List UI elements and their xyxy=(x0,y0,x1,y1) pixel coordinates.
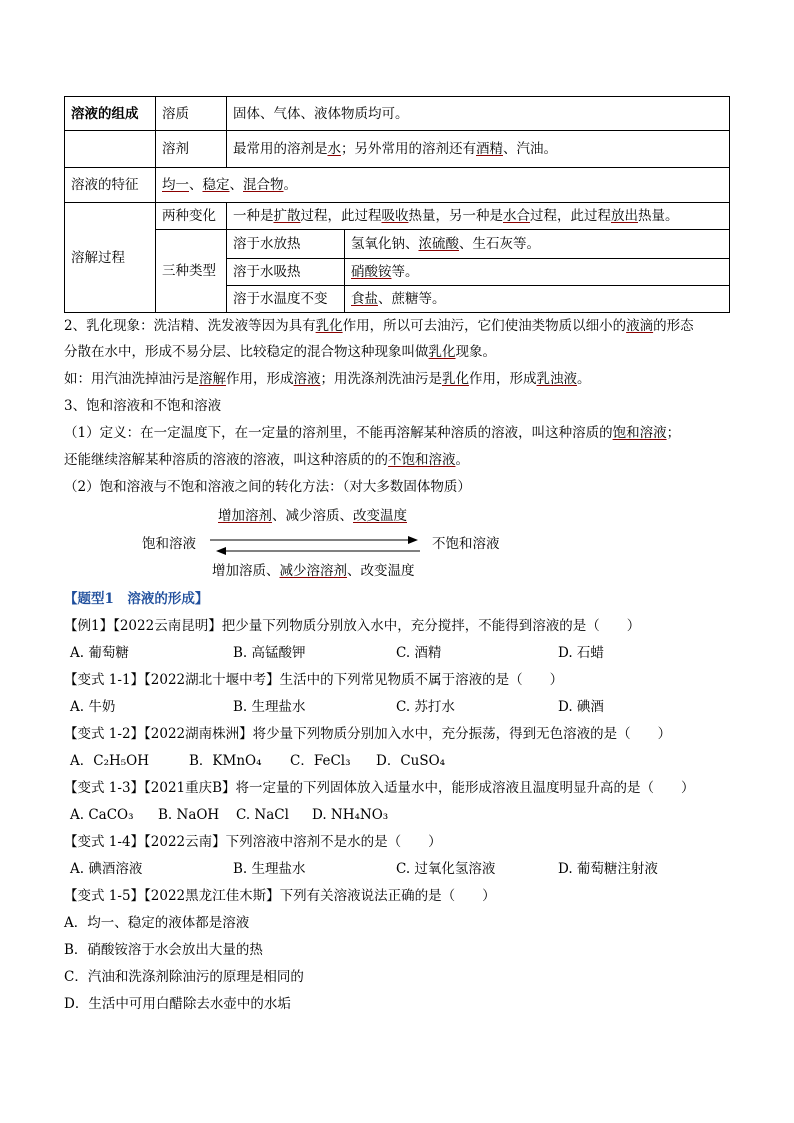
emulsion-line-1: 2、乳化现象：洗洁精、洗发液等因为具有乳化作用，所以可去油污，它们使油类物质以细小的液滴的形态 xyxy=(64,318,694,334)
cell-two-changes: 两种变化 xyxy=(156,203,227,230)
v12-option-b: B．KMnO₄ xyxy=(189,753,262,769)
variant-1-5: 【变式 1-5】【2022黑龙江佳木斯】下列有关溶液说法正确的是（ ） xyxy=(64,888,496,904)
cell-exo: 溶于水放热 xyxy=(227,230,345,259)
variant-1-1: 【变式 1-1】【2022湖北十堰中考】生活中的下列常见物质不属于溶液的是（ ） xyxy=(64,672,564,688)
ex1-option-c: C. 酒精 xyxy=(396,645,442,661)
conversion-intro: （2）饱和溶液与不饱和溶液之间的转化方法：（对大多数固体物质） xyxy=(64,479,471,495)
cell-features: 溶液的特征 xyxy=(65,168,156,203)
cell-features-desc: 均一、稳定、混合物。 xyxy=(156,168,730,203)
saturated-heading: 3、饱和溶液和不饱和溶液 xyxy=(64,398,222,414)
variant-1-2: 【变式 1-2】【2022湖南株洲】将少量下列物质分别加入水中，充分振荡，得到无色溶液的是（ ） xyxy=(64,726,672,742)
definition-line-1: （1）定义：在一定温度下，在一定量的溶剂里，不能再溶解某种溶质的溶液，叫这种溶质的饱和溶液； xyxy=(64,425,681,441)
cell-solute-desc: 固体、气体、液体物质均可。 xyxy=(227,97,730,131)
v11-option-c: C. 苏打水 xyxy=(396,699,455,715)
v15-option-a: A．均一、稳定的液体都是溶液 xyxy=(64,915,250,931)
v15-option-b: B．硝酸铵溶于水会放出大量的热 xyxy=(64,942,263,958)
emulsion-example: 如：用汽油洗掉油污是溶解作用，形成溶液；用洗涤剂洗油污是乳化作用，形成乳浊液。 xyxy=(64,371,591,387)
v13-option-d: D. NH₄NO₃ xyxy=(312,807,389,823)
v15-option-d: D．生活中可用白醋除去水壶中的水垢 xyxy=(64,996,291,1012)
question-type-heading: 【题型1 溶液的形成】 xyxy=(64,591,209,607)
cell-solute: 溶质 xyxy=(156,97,227,131)
cell-neutral-desc: 食盐、蔗糖等。 xyxy=(345,286,730,313)
example-1: 【例1】【2022云南昆明】把少量下列物质分别放入水中，充分搅拌，不能得到溶液的是（ ） xyxy=(64,618,641,634)
v12-option-c: C．FeCl₃ xyxy=(290,753,351,769)
arrow-right-head xyxy=(408,536,418,544)
cell-endo: 溶于水吸热 xyxy=(227,259,345,286)
cell-exo-desc: 氢氧化钠、浓硫酸、生石灰等。 xyxy=(345,230,730,259)
cell-dissolution: 溶解过程 xyxy=(65,203,156,313)
variant-1-3: 【变式 1-3】【2021重庆B】将一定量的下列固体放入适量水中，能形成溶液且温度明显升高的是（ ） xyxy=(64,780,695,796)
v12-option-a: A．C₂H₅OH xyxy=(70,753,150,769)
arrow-left-head xyxy=(216,547,226,555)
emulsion-line-2: 分散在水中，形成不易分层、比较稳定的混合物这种现象叫做乳化现象。 xyxy=(64,344,496,360)
v11-option-b: B. 生理盐水 xyxy=(233,699,306,715)
v11-option-d: D. 碘酒 xyxy=(558,699,604,715)
cell-neutral: 溶于水温度不变 xyxy=(227,286,345,313)
v13-option-c: C. NaCl xyxy=(236,807,289,823)
saturated-label: 饱和溶液 xyxy=(142,536,196,552)
cell-solvent: 溶剂 xyxy=(156,131,227,168)
v13-option-b: B. NaOH xyxy=(158,807,220,823)
conversion-bottom-label: 增加溶质、减少溶溶剂、改变温度 xyxy=(212,563,415,579)
v12-option-d: D．CuSO₄ xyxy=(376,753,446,769)
variant-1-4: 【变式 1-4】【2022云南】下列溶液中溶剂不是水的是（ ） xyxy=(64,834,442,850)
conversion-top-label: 增加溶剂、减少溶质、改变温度 xyxy=(218,508,407,524)
v14-option-c: C. 过氧化氢溶液 xyxy=(396,861,496,877)
ex1-option-a: A. 葡萄糖 xyxy=(70,645,129,661)
ex1-option-b: B. 高锰酸钾 xyxy=(233,645,306,661)
v11-option-a: A. 牛奶 xyxy=(70,699,116,715)
cell-two-changes-desc: 一种是扩散过程，此过程吸收热量，另一种是水合过程，此过程放出热量。 xyxy=(227,203,730,230)
ex1-option-d: D. 石蜡 xyxy=(558,645,604,661)
v13-option-a: A. CaCO₃ xyxy=(70,807,134,823)
definition-line-2: 还能继续溶解某种溶质的溶液的溶液，叫这种溶质的的不饱和溶液。 xyxy=(64,452,469,468)
v14-option-a: A. 碘酒溶液 xyxy=(70,861,143,877)
v14-option-b: B. 生理盐水 xyxy=(233,861,306,877)
cell-three-types: 三种类型 xyxy=(156,230,227,313)
v15-option-c: C．汽油和洗涤剂除油污的原理是相同的 xyxy=(64,969,304,985)
cell-solvent-desc: 最常用的溶剂是水；另外常用的溶剂还有酒精、汽油。 xyxy=(227,131,730,168)
cell-endo-desc: 硝酸铵等。 xyxy=(345,259,730,286)
unsaturated-label: 不饱和溶液 xyxy=(432,536,500,552)
v14-option-d: D. 葡萄糖注射液 xyxy=(558,861,658,877)
cell-composition: 溶液的组成 xyxy=(65,97,156,131)
